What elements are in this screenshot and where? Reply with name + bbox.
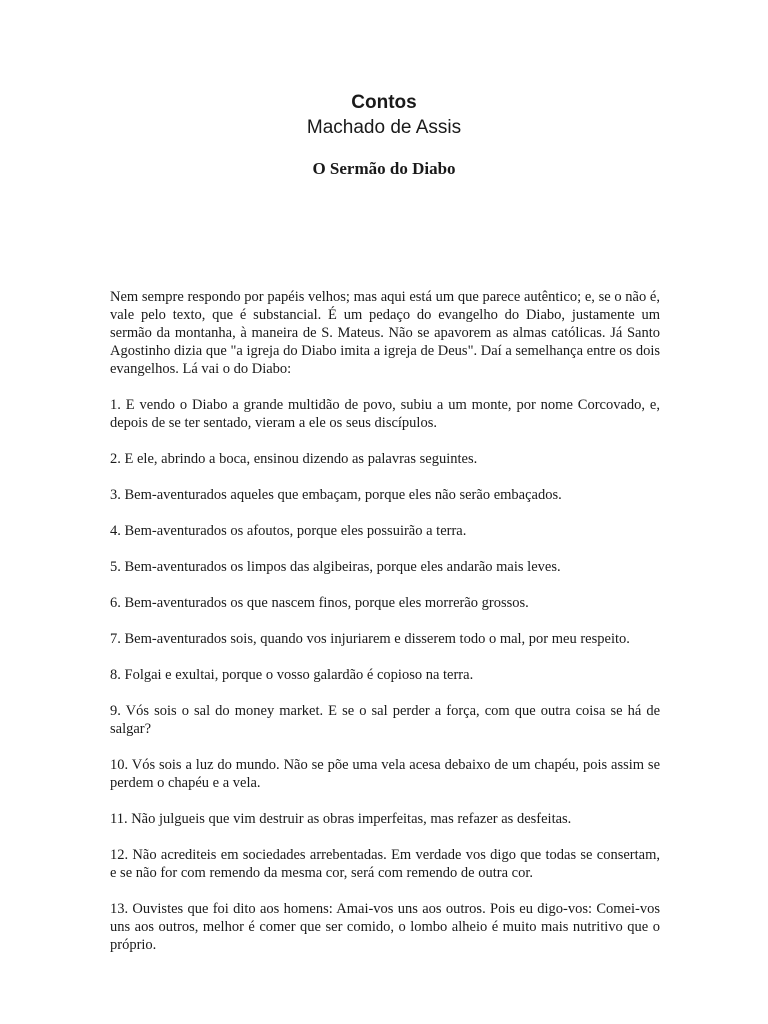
intro-paragraph: Nem sempre respondo por papéis velhos; mas aqui está um que parece autêntico; e, se o não é, vale pelo texto, que é substancial. É um pedaço do evangelho do Diabo, justamente um sermão da montanha, à maneira de S. Mateus. Não se apavorem as almas católicas. Já Santo Agostinho dizia que "a igreja do Diabo imita a igreja de Deus". Daí a semelhança entre os dois evangelhos. Lá vai o do Diabo: [110, 289, 660, 377]
chapter-title: O Sermão do Diabo [312, 159, 456, 178]
verse-paragraph: 1. E vendo o Diabo a grande multidão de povo, subiu a um monte, por nome Corcovado, e, depois de se ter sentado, vieram a ele os seus discípulos. [110, 397, 660, 431]
verse-paragraph: 12. Não acrediteis em sociedades arrebentadas. Em verdade vos digo que todas se consertam, e se não for com remendo da mesma cor, será com remendo de outra cor. [110, 847, 660, 881]
verse-paragraph: 3. Bem-aventurados aqueles que embaçam, porque eles não serão embaçados. [110, 487, 562, 503]
verse-paragraph: 9. Vós sois o sal do money market. E se o sal perder a força, com que outra coisa se há de salgar? [110, 703, 660, 737]
sermon-body [110, 288, 660, 972]
verse-paragraph: 6. Bem-aventurados os que nascem finos, porque eles morrerão grossos. [110, 595, 529, 611]
verse-paragraph: 13. Ouvistes que foi dito aos homens: Amai-vos uns aos outros. Pois eu digo-vos: Comei-vos uns aos outros, melhor é comer que ser comido, o lombo alheio é muito mais nutritivo que o próprio. [110, 901, 660, 953]
verse-paragraph: 11. Não julgueis que vim destruir as obras imperfeitas, mas refazer as desfeitas. [110, 811, 572, 827]
verse-paragraph: 4. Bem-aventurados os afoutos, porque eles possuirão a terra. [110, 523, 467, 539]
book-title: Contos [351, 92, 417, 113]
verse-paragraph: 8. Folgai e exultai, porque o vosso galardão é copioso na terra. [110, 667, 474, 683]
book-author: Machado de Assis [306, 117, 462, 138]
verse-paragraph: 5. Bem-aventurados os limpos das algibeiras, porque eles andarão mais leves. [110, 559, 561, 575]
verse-paragraph: 7. Bem-aventurados sois, quando vos injuriarem e disserem todo o mal, por meu respeito. [110, 631, 630, 647]
verse-paragraph: 10. Vós sois a luz do mundo. Não se põe uma vela acesa debaixo de um chapéu, pois assim se perdem o chapéu e a vela. [110, 757, 660, 791]
verse-paragraph: 2. E ele, abrindo a boca, ensinou dizendo as palavras seguintes. [110, 451, 478, 467]
